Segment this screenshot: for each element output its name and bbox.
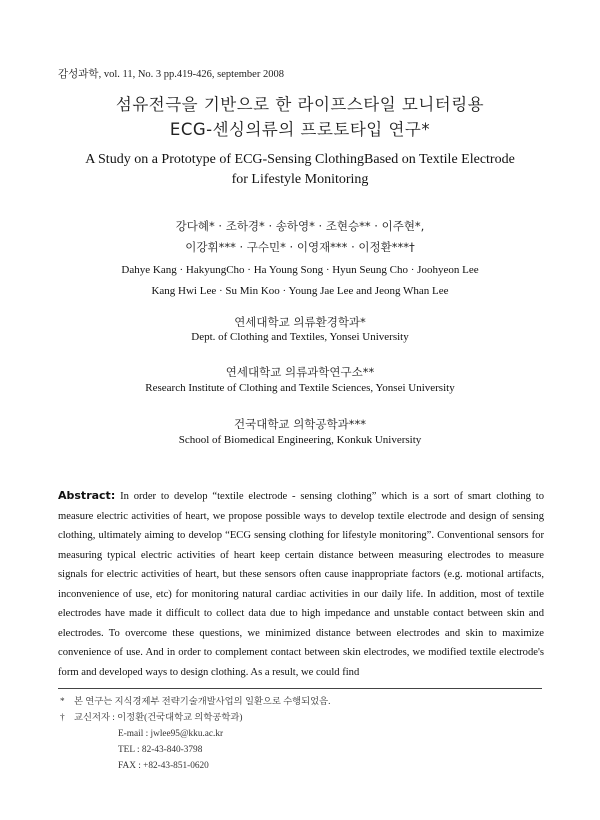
corresponding-author-text: 교신저자 : 이정환(건국대학교 의학공학과) bbox=[74, 713, 243, 723]
korean-authors-line-2: 이강휘*** · 구수민* · 이영재*** · 이정환***† bbox=[185, 240, 415, 254]
journal-header: 감성과학, vol. 11, No. 3 pp.419-426, september 2008 bbox=[58, 69, 284, 80]
korean-authors-line-1: 강다혜* · 조하경* · 송하영* · 조현승** · 이주현*, bbox=[175, 219, 425, 233]
affiliation-1-english: Dept. of Clothing and Textiles, Yonsei University bbox=[191, 331, 409, 343]
footnote-divider bbox=[58, 688, 542, 689]
funding-footnote bbox=[60, 694, 330, 710]
korean-authors bbox=[0, 216, 600, 258]
corresponding-footnote-mark: † bbox=[60, 713, 65, 723]
english-authors-line-2: Kang Hwi Lee · Su Min Koo · Young Jae Lee and Jeong Whan Lee bbox=[151, 285, 449, 297]
affiliation-2-korean: 연세대학교 의류과학연구소** bbox=[225, 365, 375, 379]
affiliation-1-korean: 연세대학교 의류환경학과* bbox=[234, 315, 366, 329]
affiliation-3-english: School of Biomedical Engineering, Konkuk University bbox=[178, 434, 422, 446]
corresponding-fax: FAX : +82-43-851-0620 bbox=[118, 761, 209, 771]
english-authors bbox=[0, 260, 600, 302]
affiliation-2-english: Research Institute of Clothing and Textile Sciences, Yonsei University bbox=[145, 382, 455, 394]
abstract bbox=[58, 486, 544, 682]
footnotes bbox=[60, 694, 330, 774]
funding-footnote-text: 본 연구는 지식경제부 전략기술개발사업의 일환으로 수행되었음. bbox=[74, 697, 331, 707]
corresponding-tel: TEL : 82-43-840-3798 bbox=[118, 745, 203, 755]
english-title-line-1: A Study on a Prototype of ECG-Sensing ClothingBased on Textile Electrode bbox=[85, 152, 515, 167]
korean-title bbox=[0, 92, 600, 142]
english-authors-line-1: Dahye Kang · HakyungCho · Ha Young Song · Hyun Seung Cho · Joohyeon Lee bbox=[121, 264, 479, 276]
funding-footnote-mark: * bbox=[60, 697, 65, 707]
corresponding-author-footnote bbox=[60, 710, 330, 726]
corresponding-email: E-mail : jwlee95@kku.ac.kr bbox=[118, 729, 224, 739]
korean-title-line-2: ECG-센싱의류의 프로토타입 연구* bbox=[169, 120, 431, 139]
english-title-line-2: for Lifestyle Monitoring bbox=[231, 172, 369, 187]
abstract-text: In order to develop “textile electrode - sensing clothing” which is a sort of smart clothing to measure electric activities of heart, we propose possible ways to develop textile electrode and design of sensing clothing, ultimately aiming to develop “ECG sensing clothing for lifestyle monitoring”. Conventional sensors for measuring typical electric activities of heart keep certain distance between measuring electrodes to measure signals for electric activities of heart, but these sensors often cause inappropriate factors (e.g. motional artifacts, inconvenience of use, etc) for monitoring natural cardiac activities in our daily life. In addition, most of textile electrodes have made it difficult to collect data due to high impedance and unstable contact between skin and electrodes. To overcome these questions, we minimized distance between electrodes and skin to maximize convenience of use. And in order to complement contact between skin electrodes, we modified textile electrode's form and developed ways to design clothing. As a result, we could find bbox=[58, 491, 544, 678]
english-title bbox=[20, 150, 580, 190]
korean-title-line-1: 섬유전극을 기반으로 한 라이프스타일 모니터링용 bbox=[115, 95, 485, 114]
affiliation-3-korean: 건국대학교 의학공학과*** bbox=[234, 417, 366, 431]
abstract-label: Abstract: bbox=[58, 489, 116, 502]
